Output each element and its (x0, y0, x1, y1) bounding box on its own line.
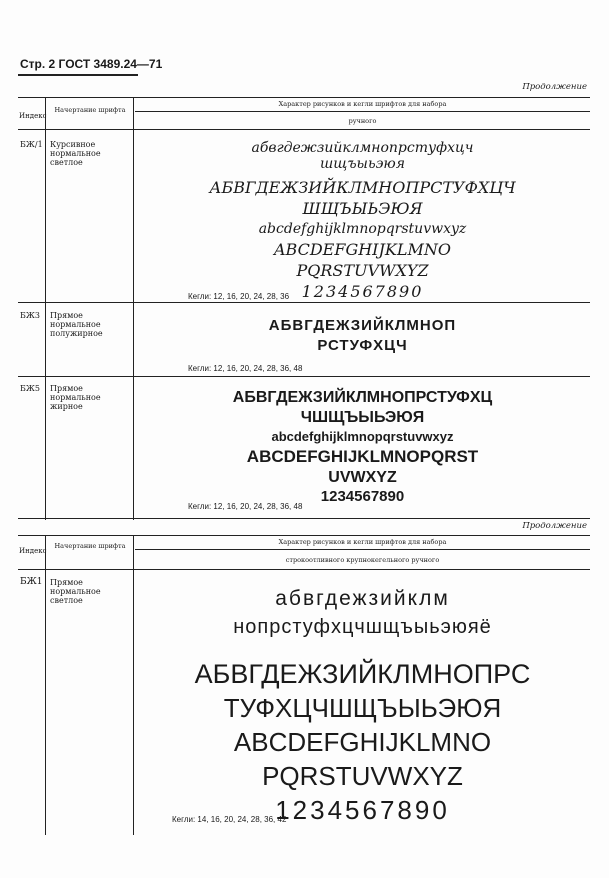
sample-line: PQRSTUVWXYZ (262, 761, 463, 791)
row-index: БЖ5 (20, 384, 40, 393)
row-style: Прямое нормальное жирное (50, 384, 101, 411)
col-header-index: Индекс (19, 112, 47, 120)
sample-line: АБВГДЕЖЗИЙКЛМНОПРС (194, 659, 531, 689)
table-top-rule (18, 535, 590, 536)
kegli-label: Кегли: 12, 16, 20, 24, 28, 36 (188, 292, 290, 301)
font-sample (135, 585, 590, 827)
column-divider (133, 535, 134, 835)
column-divider (45, 97, 46, 520)
sample-line: абвгдежзийклмнопрстуфхцч (251, 140, 474, 156)
row-divider (18, 376, 590, 377)
row-index: БЖ/1 (20, 140, 43, 149)
sample-line: 1234567890 (320, 488, 405, 505)
col-header-main: Характер рисунков и кегли шрифтов для набора (278, 100, 447, 108)
table-top-rule (18, 97, 590, 98)
row-divider (18, 302, 590, 303)
font-sample (135, 140, 590, 302)
sample-line: PQRSTUVWXYZ (296, 261, 429, 280)
row-style: Прямое нормальное светлое (50, 578, 101, 605)
font-sample (135, 388, 590, 506)
header-underline (18, 74, 138, 76)
sample-line: АБВГДЕЖЗИЙКЛМНОПРСТУФХЦ (232, 389, 493, 406)
sample-line: UVWXYZ (328, 469, 397, 486)
sample-line: шщъыьэюя (319, 156, 406, 172)
continuation-label: Продолжение (522, 82, 587, 92)
row-style: Прямое нормальное полужирное (50, 311, 103, 338)
column-divider (133, 97, 134, 520)
col-header-style: Начертание шрифта (54, 542, 126, 550)
col-header-index: Индекс (19, 547, 47, 555)
column-divider (45, 535, 46, 835)
sample-line: АБВГДЕЖЗИЙКЛМНОПРСТУФХЦЧ (209, 178, 516, 197)
sample-line: АБВГДЕЖЗИЙКЛМНОП (268, 317, 457, 334)
font-sample (135, 316, 590, 356)
row-index: БЖ3 (20, 311, 40, 320)
header-bottom-rule (18, 569, 590, 570)
kegli-label: Кегли: 12, 16, 20, 24, 28, 36, 48 (188, 364, 303, 373)
sample-line: abcdefghijklmnopqrstuvwxyz (258, 221, 467, 237)
sample-line: 1234567890 (301, 282, 424, 301)
kegli-label: Кегли: 14, 16, 20, 24, 28, 36, 42 (172, 815, 287, 824)
sample-line: ABCDEFGHIJKLMNO (233, 727, 492, 757)
sample-line: ABCDEFGHIJKLMNOPQRST (246, 447, 479, 466)
page-header: Стр. 2 ГОСТ 3489.24—71 (20, 57, 163, 71)
row-style: Курсивное нормальное светлое (50, 140, 101, 167)
table-bottom-rule (18, 518, 590, 519)
sample-line: ТУФХЦЧШЩЪЫЬЭЮЯ (223, 693, 502, 723)
continuation-label: Продолжение (522, 521, 587, 531)
sample-line: нопрстуфхцчшщъыьэюяё (233, 616, 492, 638)
sample-line: абвгдежзийклм (275, 587, 450, 610)
row-index: БЖ1 (20, 577, 43, 587)
sample-line: ABCDEFGHIJKLMNO (273, 240, 451, 259)
header-divider (135, 549, 590, 550)
col-header-sub: ручного (348, 117, 377, 125)
header-bottom-rule (18, 129, 590, 130)
col-header-style: Начертание шрифта (54, 106, 126, 114)
header-divider (135, 111, 590, 112)
col-header-main: Характер рисунков и кегли шрифтов для набора (278, 538, 447, 546)
kegli-label: Кегли: 12, 16, 20, 24, 28, 36, 48 (188, 502, 303, 511)
sample-line: abcdefghijklmnopqrstuvwxyz (271, 429, 454, 444)
sample-line: ШЩЪЫЬЭЮЯ (302, 199, 423, 218)
col-header-sub: строкоотливного крупнокегельного ручного (285, 556, 440, 564)
sample-line: 1234567890 (275, 795, 450, 825)
sample-line: РСТУФХЦЧ (317, 337, 408, 354)
sample-line: ЧШЩЪЫЬЭЮЯ (300, 409, 425, 426)
